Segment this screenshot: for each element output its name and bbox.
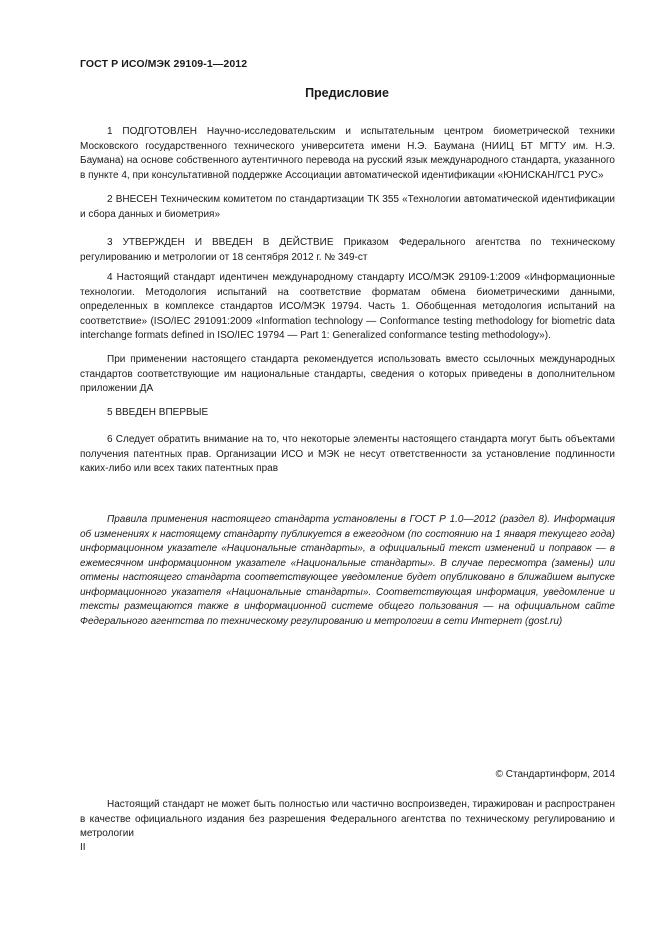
paragraph-4: 4 Настоящий стандарт идентичен международному стандарту ИСО/МЭК 29109-1:2009 «Информационные технологии. Методология испытаний на соответствие форматам обмена биометрическими данными, определенных в комплексе стандартов ИСО/МЭК 19794. Часть 1. Обобщенная методология испытаний на соответствие» (ISO/IEC 291091:2009 «Information technology — Conformance testing methodology for biometric data interchange formats defined in ISO/IEC 19794 — Part 1: Generalized conformance testing methodology»). (80, 272, 615, 341)
document-header: ГОСТ Р ИСО/МЭК 29109-1—2012 (80, 58, 248, 70)
application-rules-note: Правила применения настоящего стандарта установлены в ГОСТ Р 1.0—2012 (раздел 8). Информация об изменениях к настоящему стандарту публикуется в ежегодном (по состоянию на 1 января текущего года) информационном указателе «Национальные стандарты», а официальный текст изменений и поправок — в ежемесячном информационном указателе «Национальные стандарты». В случае пересмотра (замены) или отмены настоящего стандарта соответствующее уведомление будет опубликовано в ближайшем выпуске информационного указателя «Национальные стандарты». Соответствующая информация, уведомление и тексты размещаются также в информационной системе общего пользования — на официальном сайте Федерального агентства по техническому регулированию и метрологии в сети Интернет (gost.ru) (80, 514, 615, 627)
reproduction-notice: Настоящий стандарт не может быть полностью или частично воспроизведен, тиражирован и распространен в качестве официального издания без разрешения Федерального агентства по техническому регулированию и метрологии (80, 799, 615, 839)
page-number: II (80, 842, 86, 853)
paragraph-2: 2 ВНЕСЕН Техническим комитетом по стандартизации ТК 355 «Технологии автоматической идентификации и сбора данных и биометрия» (80, 194, 615, 220)
copyright-notice: © Стандартинформ, 2014 (495, 769, 615, 780)
page-title: Предисловие (305, 86, 389, 100)
paragraph-6: 6 Следует обратить внимание на то, что некоторые элементы настоящего стандарта могут быть объектами получения патентных прав. Организации ИСО и МЭК не несут ответственности за установление подлинности каких-либо или всех таких патентных прав (80, 434, 615, 474)
paragraph-3: 3 УТВЕРЖДЕН И ВВЕДЕН В ДЕЙСТВИЕ Приказом Федерального агентства по техническому регулированию и метрологии от 18 сентября 2012 г. № 349-ст (80, 237, 615, 263)
paragraph-5: 5 ВВЕДЕН ВПЕРВЫЕ (107, 407, 209, 418)
paragraph-1: 1 ПОДГОТОВЛЕН Научно-исследовательским и испытательным центром биометрической техники Московского государственного технического университета имени Н.Э. Баумана (НИИЦ БТ МГТУ им. Н.Э. Баумана) на основе собственного аутентичного перевода на русский язык международного стандарта, указанного в пункте 4, при консультативной поддержке Ассоциации автоматической идентификации «ЮНИСКАН/ГС1 РУС» (80, 126, 615, 181)
paragraph-4-note: При применении настоящего стандарта рекомендуется использовать вместо ссылочных международных стандартов соответствующие им национальные стандарты, сведения о которых приведены в дополнительном приложении ДА (80, 354, 615, 394)
